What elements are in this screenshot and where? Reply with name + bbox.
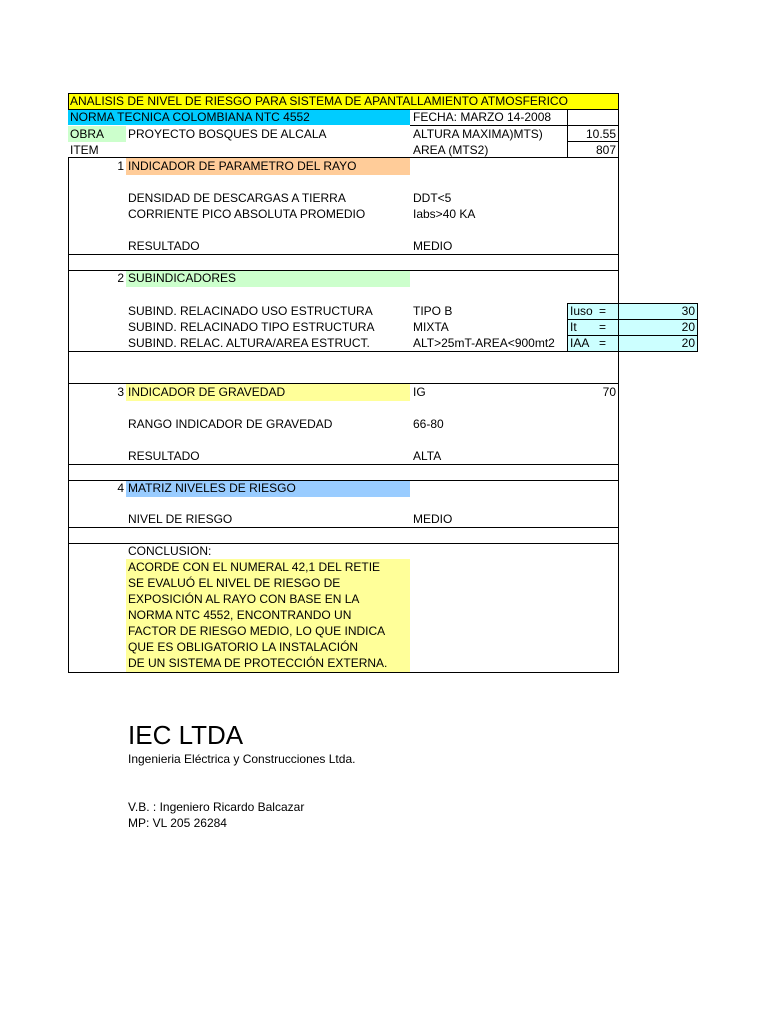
rango-label: RANGO INDICADOR DE GRAVEDAD bbox=[128, 417, 333, 431]
obra-label: OBRA bbox=[70, 127, 105, 141]
section4-number: 4 bbox=[117, 481, 124, 495]
vb-signature: V.B. : Ingeniero Ricardo Balcazar bbox=[128, 800, 305, 814]
altura-label: ALTURA MAXIMA)MTS) bbox=[413, 127, 543, 141]
subind-number: 20 bbox=[681, 320, 695, 334]
subind-number: 30 bbox=[681, 304, 695, 318]
obra-value: PROYECTO BOSQUES DE ALCALA bbox=[128, 127, 327, 141]
norma-label: NORMA TECNICA COLOMBIANA NTC 4552 bbox=[70, 110, 310, 124]
corriente-label: CORRIENTE PICO ABSOLUTA PROMEDIO bbox=[128, 207, 366, 221]
densidad-label: DENSIDAD DE DESCARGAS A TIERRA bbox=[128, 191, 346, 205]
company-subtitle: Ingenieria Eléctrica y Construcciones Ltda. bbox=[128, 752, 356, 766]
item-label: ITEM bbox=[70, 143, 99, 157]
subind-value: TIPO B bbox=[413, 304, 453, 318]
section4-title: MATRIZ NIVELES DE RIESGO bbox=[128, 481, 296, 495]
section1-result-value: MEDIO bbox=[413, 239, 453, 253]
conclusion-line: NORMA NTC 4552, ENCONTRANDO UN bbox=[128, 608, 352, 622]
conclusion-line: DE UN SISTEMA DE PROTECCIÓN EXTERNA. bbox=[128, 656, 388, 670]
subind-equals: = bbox=[599, 336, 607, 350]
section3-result-label: RESULTADO bbox=[128, 449, 200, 463]
subind-number: 20 bbox=[681, 336, 695, 350]
company-name: IEC LTDA bbox=[128, 720, 244, 750]
section3-title: INDICADOR DE GRAVEDAD bbox=[128, 385, 286, 399]
conclusion-line: QUE ES OBLIGATORIO LA INSTALACIÓN bbox=[128, 640, 359, 654]
section2-number: 2 bbox=[117, 271, 124, 285]
conclusion-line: FACTOR DE RIESGO MEDIO, LO QUE INDICA bbox=[128, 624, 386, 638]
mp-number: MP: VL 205 26284 bbox=[128, 816, 227, 830]
subind-label: SUBIND. RELACINADO TIPO ESTRUCTURA bbox=[128, 320, 375, 334]
section1-result-label: RESULTADO bbox=[128, 239, 200, 253]
subind-equals: = bbox=[599, 320, 607, 334]
subind-symbol: It bbox=[570, 320, 577, 334]
conclusion-line: SE EVALUÓ EL NIVEL DE RIESGO DE bbox=[128, 576, 341, 590]
subind-equals: = bbox=[599, 304, 607, 318]
conclusion-label: CONCLUSION: bbox=[128, 544, 212, 558]
report-title: ANALISIS DE NIVEL DE RIESGO PARA SISTEMA DE APANTALLAMIENTO ATMOSFERICO bbox=[70, 94, 568, 108]
area-value: 807 bbox=[595, 143, 616, 157]
densidad-value: DDT<5 bbox=[413, 191, 452, 205]
ig-label: IG bbox=[413, 385, 426, 399]
corriente-value: Iabs>40 KA bbox=[413, 207, 476, 221]
conclusion-line: EXPOSICIÓN AL RAYO CON BASE EN LA bbox=[128, 592, 360, 606]
subind-label: SUBIND. RELACINADO USO ESTRUCTURA bbox=[128, 304, 373, 318]
subind-label: SUBIND. RELAC. ALTURA/AREA ESTRUCT. bbox=[128, 336, 370, 350]
section2-title: SUBINDICADORES bbox=[128, 271, 237, 285]
subind-symbol: Iuso bbox=[570, 304, 593, 318]
conclusion-line: ACORDE CON EL NUMERAL 42,1 DEL RETIE bbox=[128, 560, 381, 574]
area-label: AREA (MTS2) bbox=[413, 143, 489, 157]
rango-value: 66-80 bbox=[413, 417, 444, 431]
subind-symbol: IAA bbox=[570, 336, 590, 350]
section3-result-value: ALTA bbox=[413, 449, 442, 463]
subind-value: ALT>25mT-AREA<900mt2 bbox=[413, 336, 555, 350]
ig-value: 70 bbox=[602, 385, 616, 399]
nivel-label: NIVEL DE RIESGO bbox=[128, 512, 233, 526]
altura-value: 10.55 bbox=[585, 127, 616, 141]
section1-title: INDICADOR DE PARAMETRO DEL RAYO bbox=[128, 159, 357, 173]
nivel-value: MEDIO bbox=[413, 512, 453, 526]
section3-number: 3 bbox=[117, 385, 124, 399]
fecha-label: FECHA: MARZO 14-2008 bbox=[413, 110, 552, 124]
subind-value: MIXTA bbox=[413, 320, 449, 334]
section1-number: 1 bbox=[117, 159, 124, 173]
